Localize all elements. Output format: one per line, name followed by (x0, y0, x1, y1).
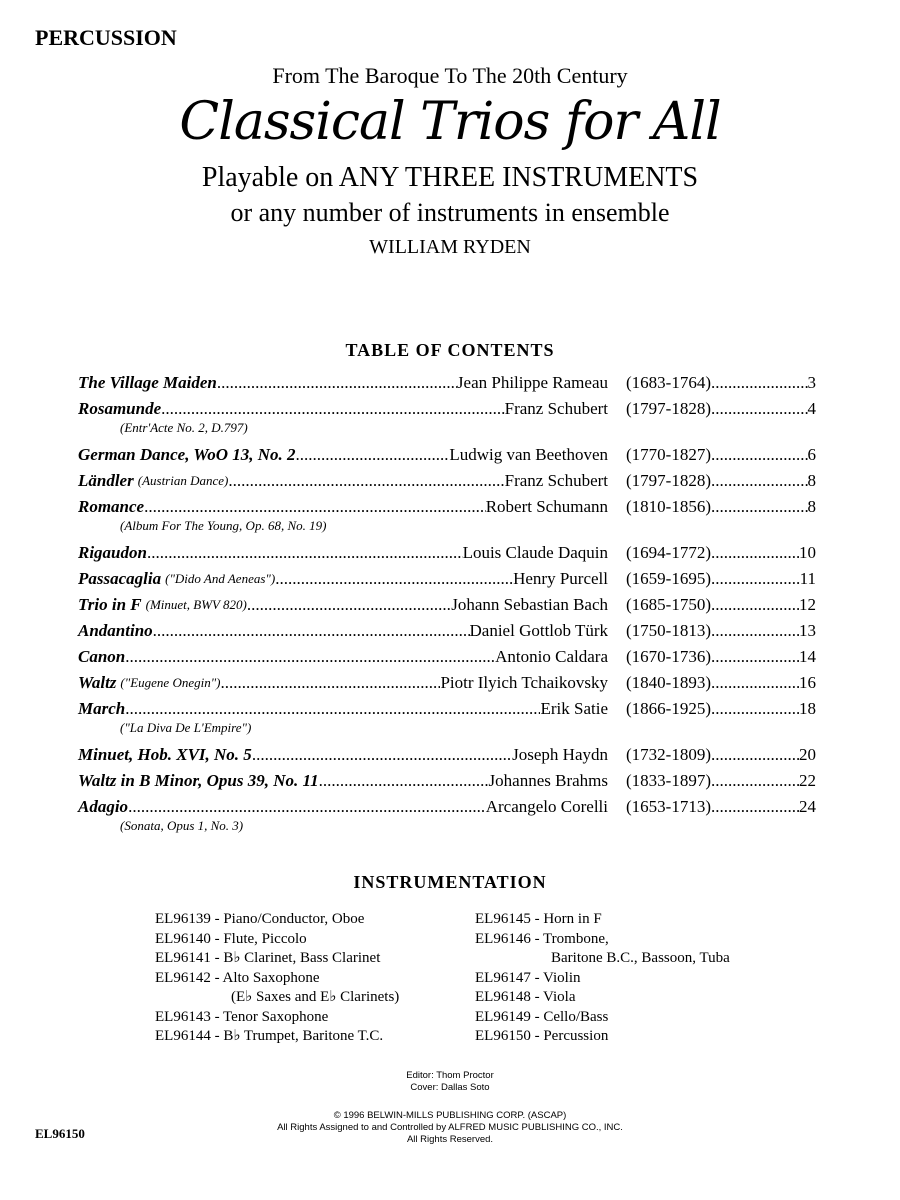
toc-years: (1866-1925) (626, 699, 711, 718)
toc-composer: Ludwig van Beethoven (449, 445, 608, 464)
toc-page-number: 6 (807, 445, 816, 464)
copyright-notice (0, 1110, 900, 1146)
toc-entry (78, 568, 818, 594)
dot-leader (711, 470, 808, 492)
table-of-contents (78, 372, 818, 842)
toc-subtitle: (Sonata, Opus 1, No. 3) (120, 818, 244, 833)
toc-page-number: 13 (799, 621, 816, 640)
ensemble-line: or any number of instruments in ensemble (230, 198, 670, 227)
toc-title: Canon (78, 647, 126, 666)
dot-leader (711, 398, 808, 420)
toc-composer: Joseph Haydn (512, 745, 608, 764)
part-name: PERCUSSION (35, 25, 177, 50)
credits (0, 1070, 900, 1094)
copyright-line: All Rights Reserved. (406, 1134, 494, 1145)
dot-leader (711, 672, 799, 694)
toc-composer: Jean Philippe Rameau (456, 373, 608, 392)
toc-years: (1659-1695) (626, 569, 711, 588)
copyright-line: © 1996 BELWIN-MILLS PUBLISHING CORP. (ASCAP) (333, 1110, 567, 1121)
toc-page-number: 8 (807, 471, 816, 490)
toc-composer: Johannes Brahms (488, 771, 608, 790)
toc-title-note: ("Dido And Aeneas") (165, 571, 276, 586)
dot-leader (711, 594, 799, 616)
toc-years: (1797-1828) (626, 399, 711, 418)
dot-leader (125, 698, 540, 720)
dot-leader (128, 796, 486, 818)
toc-composer: Robert Schumann (485, 497, 608, 516)
toc-years: (1810-1856) (626, 497, 711, 516)
toc-years: (1653-1713) (626, 797, 711, 816)
instrumentation-column-left (155, 910, 399, 1047)
book-title: Classical Trios for All (179, 92, 721, 152)
cover-credit: Cover: Dallas Soto (410, 1082, 490, 1093)
dot-leader (296, 444, 450, 466)
dot-leader (711, 646, 799, 668)
toc-composer: Louis Claude Daquin (462, 543, 608, 562)
toc-title: Andantino (78, 621, 153, 640)
dot-leader (711, 372, 808, 394)
dot-leader (275, 568, 513, 590)
toc-entry (78, 470, 818, 496)
toc-subtitle: (Entr'Acte No. 2, D.797) (120, 420, 248, 435)
toc-entry (78, 594, 818, 620)
toc-entry (78, 672, 818, 698)
instrument-line: EL96144 - B♭ Trumpet, Baritone T.C. (155, 1028, 384, 1044)
toc-title: Minuet, Hob. XVI, No. 5 (78, 745, 252, 764)
dot-leader (711, 620, 799, 642)
dot-leader (711, 698, 799, 720)
toc-page-number: 3 (807, 373, 816, 392)
toc-entry (78, 744, 818, 770)
dot-leader (221, 672, 441, 694)
dot-leader (711, 568, 800, 590)
toc-title: Rosamunde (78, 399, 162, 418)
dot-leader (217, 372, 457, 394)
toc-title: Rigaudon (78, 543, 147, 562)
copyright-line: All Rights Assigned to and Controlled by ALFRED MUSIC PUBLISHING CO., INC. (277, 1122, 623, 1133)
instrument-line: EL96148 - Viola (475, 989, 576, 1005)
instrument-line: EL96142 - Alto Saxophone (155, 969, 320, 986)
dot-leader (247, 594, 451, 616)
dot-leader (711, 542, 799, 564)
toc-subtitle: ("La Diva De L'Empire") (120, 720, 252, 735)
toc-title: March (78, 699, 126, 718)
instrumentation-heading: INSTRUMENTATION (353, 872, 547, 892)
toc-page-number: 14 (799, 647, 816, 666)
toc-page-number: 16 (799, 673, 816, 692)
toc-entry (78, 542, 818, 568)
toc-title: The Village Maiden (78, 373, 217, 392)
dot-leader (711, 496, 808, 518)
toc-page-number: 22 (799, 771, 816, 790)
toc-years: (1797-1828) (626, 471, 711, 490)
toc-entry (78, 646, 818, 672)
toc-composer: Franz Schubert (504, 471, 608, 490)
instrument-line: EL96145 - Horn in F (475, 911, 602, 927)
toc-composer: Arcangelo Corelli (485, 797, 608, 816)
toc-composer: Daniel Gottlob Türk (469, 621, 608, 640)
toc-years: (1685-1750) (626, 595, 711, 614)
toc-page-number: 20 (799, 745, 816, 764)
toc-entry (78, 796, 818, 842)
dot-leader (125, 646, 495, 668)
toc-page-number: 24 (799, 797, 816, 816)
toc-page-number: 18 (799, 699, 816, 718)
toc-page-number: 12 (799, 595, 816, 614)
subtitle-from: From The Baroque To The 20th Century (272, 63, 628, 88)
toc-years: (1770-1827) (626, 445, 711, 464)
editor-credit: Editor: Thom Proctor (406, 1070, 494, 1081)
toc-title: Ländler (78, 471, 134, 490)
toc-page-number: 8 (807, 497, 816, 516)
toc-title-note: ("Eugene Onegin") (120, 675, 221, 690)
toc-entry (78, 698, 818, 744)
toc-years: (1840-1893) (626, 673, 711, 692)
toc-composer: Antonio Caldara (495, 647, 608, 666)
dot-leader (711, 444, 808, 466)
instrument-line: EL96146 - Trombone, (475, 930, 609, 947)
instrumentation-column-right (475, 910, 730, 1047)
dot-leader (711, 796, 799, 818)
toc-title: German Dance, WoO 13, No. 2 (78, 445, 296, 464)
dot-leader (711, 770, 799, 792)
dot-leader (252, 744, 512, 766)
dot-leader (153, 620, 470, 642)
toc-entry (78, 444, 818, 470)
dot-leader (228, 470, 504, 492)
toc-entry (78, 620, 818, 646)
toc-years: (1732-1809) (626, 745, 711, 764)
toc-years: (1750-1813) (626, 621, 711, 640)
instrument-line: EL96150 - Percussion (475, 1028, 609, 1044)
catalog-number: EL96150 (35, 1126, 85, 1141)
toc-title: Waltz (78, 673, 117, 692)
toc-entry (78, 496, 818, 542)
instrument-line-continued: (E♭ Saxes and E♭ Clarinets) (231, 989, 400, 1005)
toc-entry (78, 398, 818, 444)
dot-leader (161, 398, 504, 420)
toc-years: (1694-1772) (626, 543, 711, 562)
toc-years: (1833-1897) (626, 771, 711, 790)
toc-title: Trio in F (78, 595, 142, 614)
toc-subtitle: (Album For The Young, Op. 68, No. 19) (120, 518, 327, 533)
instrument-line: EL96149 - Cello/Bass (475, 1008, 609, 1025)
instrument-line-continued: Baritone B.C., Bassoon, Tuba (551, 950, 730, 966)
toc-title: Romance (78, 497, 145, 516)
toc-entry (78, 770, 818, 796)
toc-years: (1670-1736) (626, 647, 711, 666)
dot-leader (319, 770, 489, 792)
playable-line: Playable on ANY THREE INSTRUMENTS (201, 162, 699, 193)
toc-page-number: 4 (807, 399, 816, 418)
instrument-line: EL96141 - B♭ Clarinet, Bass Clarinet (155, 950, 381, 966)
toc-composer: Erik Satie (540, 699, 608, 718)
dot-leader (144, 496, 486, 518)
toc-years: (1683-1764) (626, 373, 711, 392)
dot-leader (147, 542, 463, 564)
toc-composer: Johann Sebastian Bach (451, 595, 608, 614)
instrument-line: EL96139 - Piano/Conductor, Oboe (155, 911, 365, 927)
toc-heading: TABLE OF CONTENTS (345, 340, 555, 360)
instrument-line: EL96147 - Violin (475, 969, 581, 986)
toc-title: Adagio (78, 797, 129, 816)
toc-composer: Franz Schubert (504, 399, 608, 418)
toc-title: Waltz in B Minor, Opus 39, No. 11 (78, 771, 319, 790)
toc-title: Passacaglia (78, 569, 162, 588)
dot-leader (711, 744, 799, 766)
toc-composer: Piotr Ilyich Tchaikovsky (440, 673, 608, 692)
author-name: WILLIAM RYDEN (369, 236, 531, 258)
instrument-line: EL96140 - Flute, Piccolo (155, 930, 307, 947)
toc-page-number: 11 (799, 569, 816, 588)
toc-title-note: (Austrian Dance) (137, 473, 229, 488)
toc-composer: Henry Purcell (513, 569, 608, 588)
toc-title-note: (Minuet, BWV 820) (145, 597, 247, 612)
instrument-line: EL96143 - Tenor Saxophone (155, 1008, 329, 1025)
toc-page-number: 10 (799, 543, 816, 562)
toc-entry (78, 372, 818, 398)
